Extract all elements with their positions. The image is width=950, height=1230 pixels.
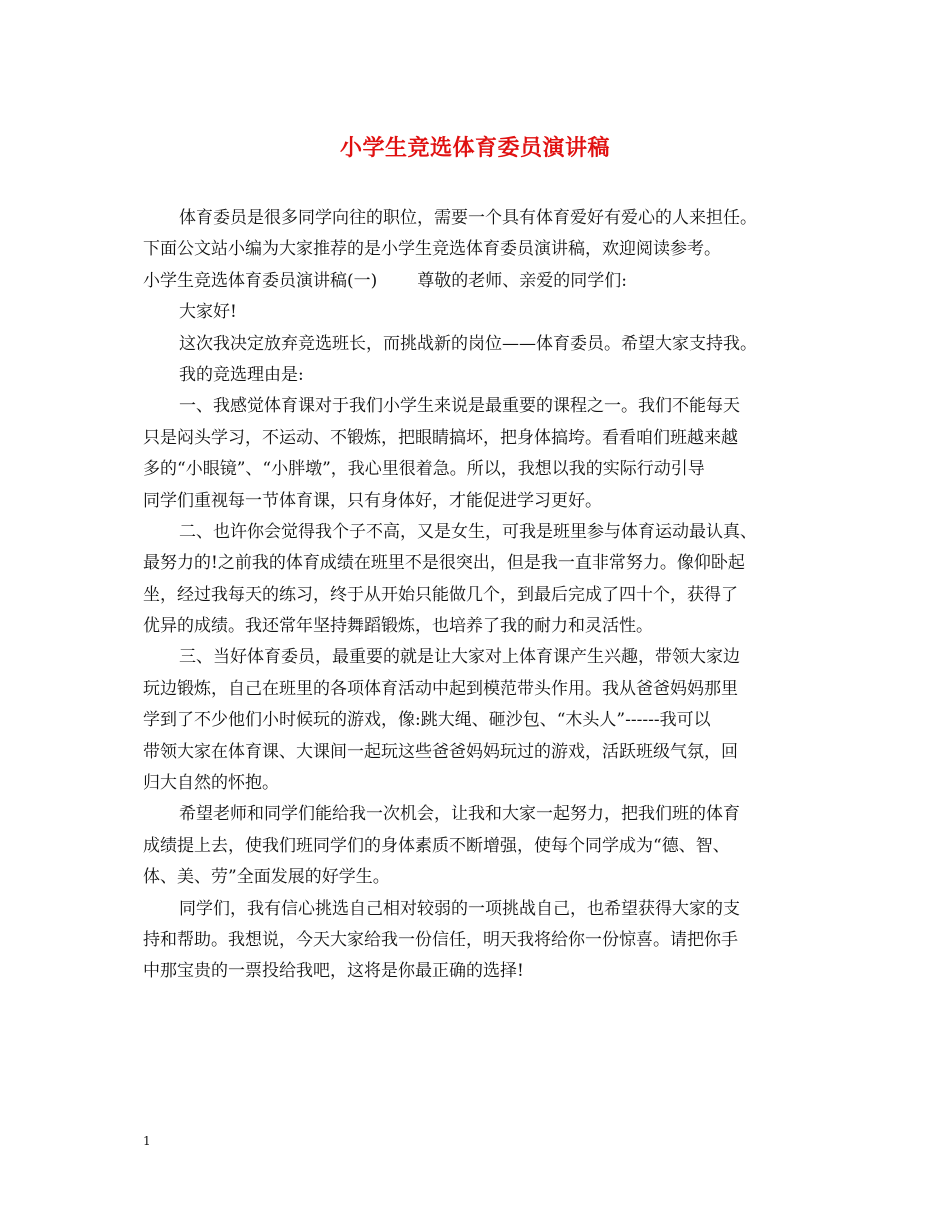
body-line xyxy=(143,297,833,328)
salutation-text: 尊敬的老师、亲爱的同学们: xyxy=(417,270,627,291)
line-text: 坐，经过我每天的练习，终于从开始只能做几个，到最后完成了四十个，获得了 xyxy=(143,584,738,605)
line-text: 同学们，我有信心挑选自己相对较弱的一项挑战自己，也希望获得大家的支 xyxy=(179,898,740,919)
document-body xyxy=(143,203,833,988)
body-line xyxy=(143,486,833,517)
section-heading: 小学生竞选体育委员演讲稿(一) xyxy=(143,270,378,291)
line-text: 一、我感觉体育课对于我们小学生来说是最重要的课程之一。我们不能每天 xyxy=(179,396,740,417)
line-text: 这次我决定放弃竞选班长，而挑战新的岗位——体育委员。希望大家支持我。 xyxy=(179,333,757,354)
body-line xyxy=(143,705,833,736)
body-line xyxy=(143,266,833,297)
line-text: 归大自然的怀抱。 xyxy=(143,773,279,794)
body-line xyxy=(143,203,833,234)
body-line xyxy=(143,391,833,422)
line-text: 二、也许你会觉得我个子不高，又是女生，可我是班里参与体育运动最认真、 xyxy=(179,521,757,542)
line-text: 下面公文站小编为大家推荐的是小学生竞选体育委员演讲稿，欢迎阅读参考。 xyxy=(143,239,721,260)
body-line xyxy=(143,611,833,642)
body-line xyxy=(143,517,833,548)
body-line xyxy=(143,329,833,360)
line-text: 只是闷头学习，不运动、不锻炼，把眼睛搞坏，把身体搞垮。看看咱们班越来越 xyxy=(143,427,738,448)
line-text: 同学们重视每一节体育课，只有身体好，才能促进学习更好。 xyxy=(143,490,602,511)
body-line xyxy=(143,234,833,265)
line-text: 我的竞选理由是: xyxy=(179,364,304,385)
line-text: 大家好! xyxy=(179,302,237,323)
line-text: 体育委员是很多同学向往的职位，需要一个具有体育爱好有爱心的人来担任。 xyxy=(179,208,757,228)
body-line xyxy=(143,674,833,705)
body-line xyxy=(143,360,833,391)
body-line xyxy=(143,831,833,862)
line-text: 持和帮助。我想说，今天大家给我一份信任，明天我将给你一份惊喜。请把你手 xyxy=(143,929,738,950)
body-line xyxy=(143,548,833,579)
body-line xyxy=(143,737,833,768)
body-line xyxy=(143,956,833,987)
line-text: 三、当好体育委员，最重要的就是让大家对上体育课产生兴趣，带领大家边 xyxy=(179,647,740,668)
line-text: 希望老师和同学们能给我一次机会，让我和大家一起努力，把我们班的体育 xyxy=(179,804,740,825)
body-line xyxy=(143,925,833,956)
body-line xyxy=(143,768,833,799)
line-text: 玩边锻炼，自己在班里的各项体育活动中起到模范带头作用。我从爸爸妈妈那里 xyxy=(143,678,738,699)
document-title: 小学生竞选体育委员演讲稿 xyxy=(339,135,610,161)
body-line xyxy=(143,862,833,893)
body-line xyxy=(143,642,833,673)
body-line xyxy=(143,799,833,830)
line-text: 优异的成绩。我还常年坚持舞蹈锻炼，也培养了我的耐力和灵活性。 xyxy=(143,616,653,637)
line-text: 中那宝贵的一票投给我吧，这将是你最正确的选择! xyxy=(143,961,524,982)
line-text: 最努力的!之前我的体育成绩在班里不是很突出，但是我一直非常努力。像仰卧起 xyxy=(143,553,745,574)
body-line xyxy=(143,423,833,454)
line-text: 带领大家在体育课、大课间一起玩这些爸爸妈妈玩过的游戏，活跃班级气氛，回 xyxy=(143,741,738,762)
page-number: 1 xyxy=(143,1134,151,1148)
line-text: 成绩提上去，使我们班同学们的身体素质不断增强，使每个同学成为“德、智、 xyxy=(143,835,730,856)
line-text: 多的“小眼镜”、“小胖墩”，我心里很着急。所以，我想以我的实际行动引导 xyxy=(143,459,705,480)
body-line xyxy=(143,454,833,485)
body-line xyxy=(143,580,833,611)
body-line xyxy=(143,894,833,925)
line-text: 学到了不少他们小时候玩的游戏，像:跳大绳、砸沙包、“木头人”------我可以 xyxy=(143,710,711,731)
line-text: 体、美、劳”全面发展的好学生。 xyxy=(143,867,390,888)
